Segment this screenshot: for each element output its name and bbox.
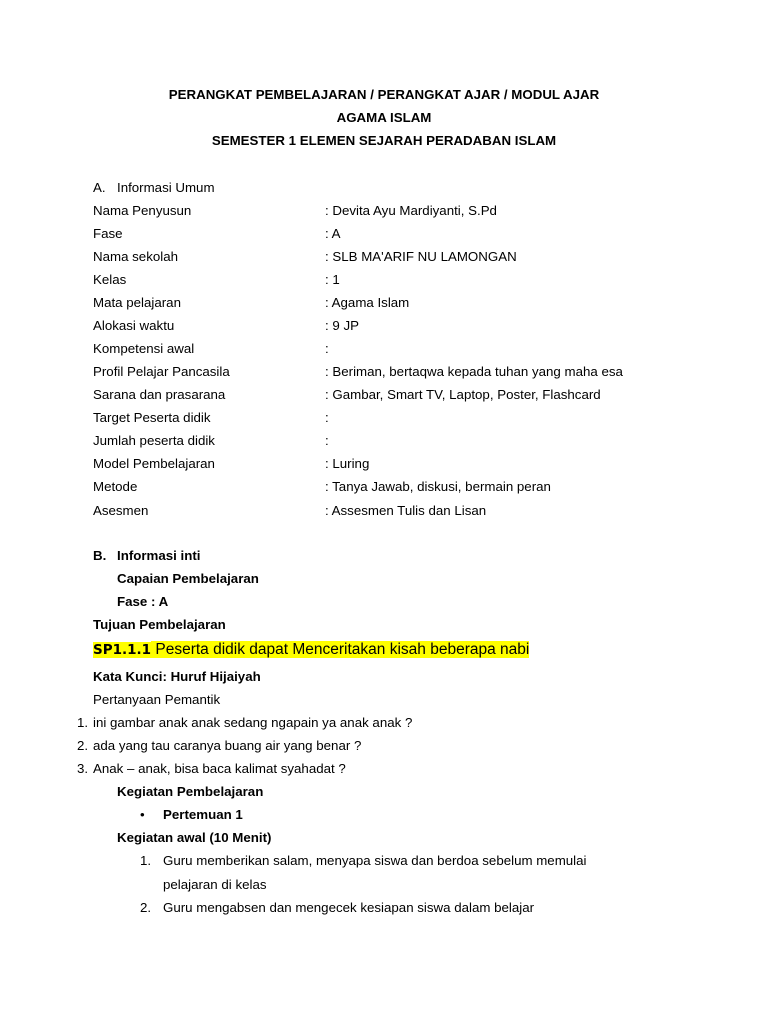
info-label: Nama Penyusun: [93, 203, 192, 218]
step-text: Guru memberikan salam, menyapa siswa dan berdoa sebelum memulai: [163, 853, 587, 868]
info-value: : Gambar, Smart TV, Laptop, Poster, Flashcard: [325, 387, 601, 402]
step-text: Guru mengabsen dan mengecek kesiapan siswa dalam belajar: [163, 900, 535, 915]
info-value: :: [325, 341, 329, 356]
doc-semester: SEMESTER 1 ELEMEN SEJARAH PERADABAN ISLAM: [211, 133, 557, 148]
info-label: Jumlah peserta didik: [93, 433, 215, 448]
info-label: Mata pelajaran: [93, 295, 181, 310]
info-value: : 9 JP: [325, 318, 359, 333]
info-value: : Devita Ayu Mardiyanti, S.Pd: [325, 203, 497, 218]
section-b-marker: B.: [93, 548, 107, 563]
info-label: Model Pembelajaran: [93, 456, 215, 471]
info-label: Nama sekolah: [93, 249, 178, 264]
info-value: : Assesmen Tulis dan Lisan: [325, 503, 487, 518]
kegiatan-awal-heading: Kegiatan awal (10 Menit): [117, 830, 272, 845]
info-label: Asesmen: [93, 503, 149, 518]
info-value: : Luring: [325, 456, 370, 471]
info-label: Profil Pelajar Pancasila: [93, 364, 230, 379]
question-text: ini gambar anak anak sedang ngapain ya anak anak ?: [93, 715, 413, 730]
info-label: Alokasi waktu: [93, 318, 175, 333]
info-value: : A: [325, 226, 341, 241]
bullet-icon: •: [140, 807, 145, 822]
pertanyaan-heading: Pertanyaan Pemantik: [93, 692, 221, 707]
kata-kunci: Kata Kunci: Huruf Hijaiyah: [93, 669, 261, 684]
section-a-title: Informasi Umum: [117, 180, 215, 195]
info-label: Kompetensi awal: [93, 341, 195, 356]
objective-text: Peserta didik dapat Menceritakan kisah beberapa nabi: [151, 641, 530, 658]
question-number: 1.: [77, 715, 89, 730]
doc-subject: AGAMA ISLAM: [336, 110, 432, 125]
step-text-continued: pelajaran di kelas: [163, 877, 267, 892]
info-value: : Tanya Jawab, diskusi, bermain peran: [325, 479, 551, 494]
info-label: Fase: [93, 226, 123, 241]
section-b-title: Informasi inti: [117, 548, 201, 563]
doc-title: PERANGKAT PEMBELAJARAN / PERANGKAT AJAR / MODUL AJAR: [168, 87, 600, 102]
capaian-heading: Capaian Pembelajaran: [117, 571, 259, 586]
pertemuan-heading: Pertemuan 1: [163, 807, 243, 822]
info-value: :: [325, 433, 329, 448]
info-label: Sarana dan prasarana: [93, 387, 226, 402]
question-text: Anak – anak, bisa baca kalimat syahadat ?: [93, 761, 346, 776]
section-a-marker: A.: [93, 180, 106, 195]
question-number: 2.: [77, 738, 89, 753]
info-value: : 1: [325, 272, 340, 287]
fase-heading: Fase : A: [117, 594, 169, 609]
info-label: Kelas: [93, 272, 127, 287]
step-number: 2.: [140, 900, 152, 915]
info-value: :: [325, 410, 329, 425]
question-number: 3.: [77, 761, 89, 776]
question-text: ada yang tau caranya buang air yang benar ?: [93, 738, 362, 753]
objective-code: SP1.1.1: [93, 642, 152, 658]
learning-objective: [93, 640, 529, 660]
info-label: Metode: [93, 479, 138, 494]
tujuan-heading: Tujuan Pembelajaran: [93, 617, 226, 632]
kegiatan-heading: Kegiatan Pembelajaran: [117, 784, 264, 799]
info-value: : Agama Islam: [325, 295, 410, 310]
info-value: : Beriman, bertaqwa kepada tuhan yang maha esa: [325, 364, 623, 379]
info-value: : SLB MA'ARIF NU LAMONGAN: [325, 249, 517, 264]
step-number: 1.: [140, 853, 152, 868]
info-label: Target Peserta didik: [93, 410, 211, 425]
